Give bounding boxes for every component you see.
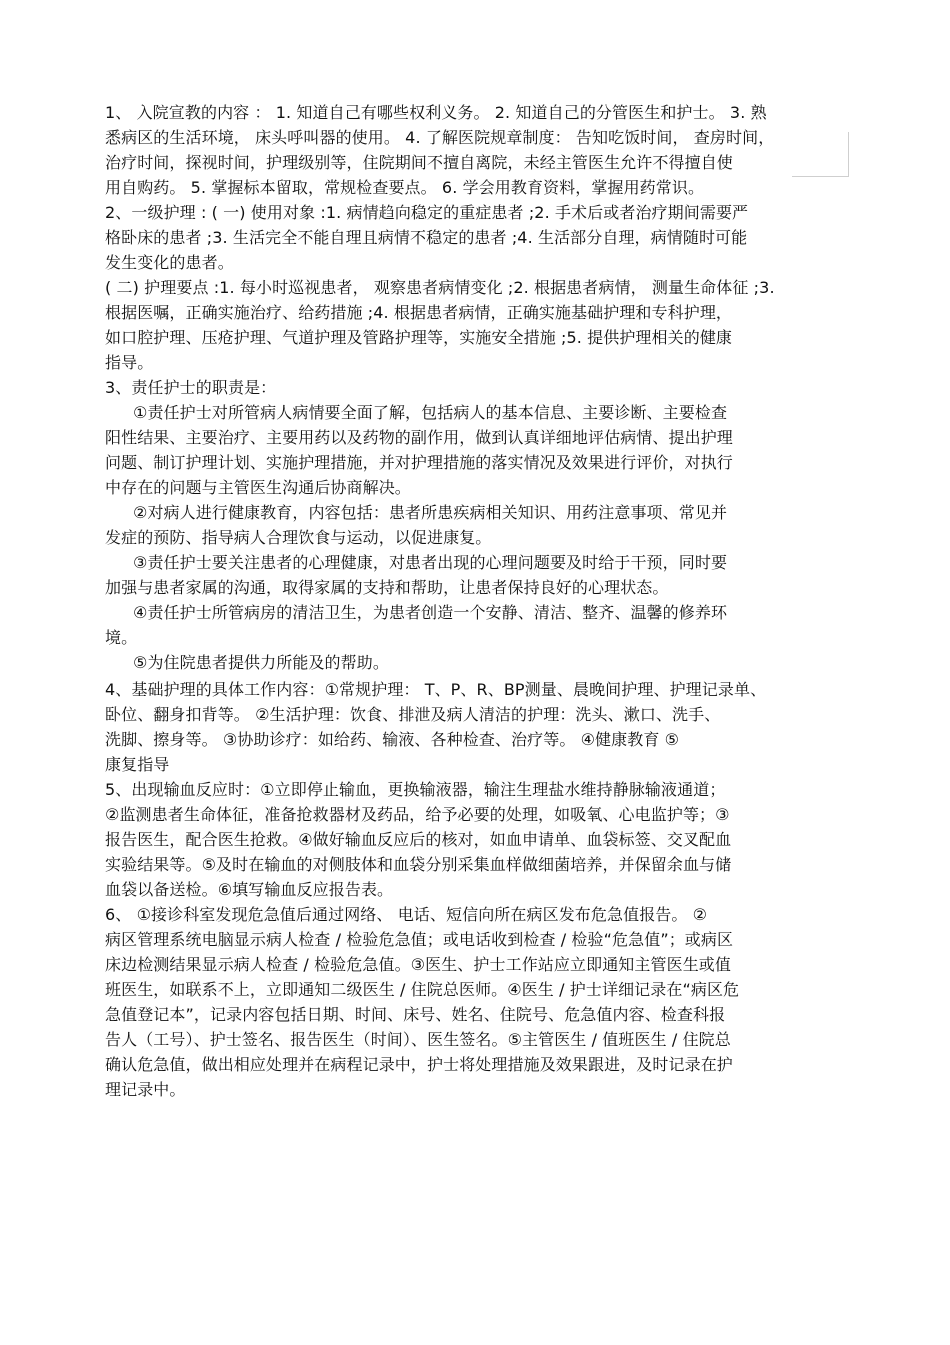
text-line: 发症的预防、指导病人合理饮食与运动，以促进康复。	[105, 528, 492, 547]
text-line: 问题、制订护理计划、实施护理措施，并对护理措施的落实情况及效果进行评价，对执行	[105, 453, 733, 472]
text-line: ②监测患者生命体征，准备抢救器材及药品，给予必要的处理，如吸氧、心电监护等；③	[105, 805, 730, 824]
text-line: ④责任护士所管病房的清洁卫生，为患者创造一个安静、清洁、整齐、温馨的修养环	[133, 603, 728, 622]
text-line: 病区管理系统电脑显示病人检查 / 检验危急值；或电话收到检查 / 检验“危急值”；或病区	[105, 930, 734, 949]
text-line: 格卧床的患者 ;3. 生活完全不能自理且病情不稳定的患者 ;4. 生活部分自理，病情随时可能	[105, 228, 748, 247]
text-line: 治疗时间，探视时间，护理级别等，住院期间不擅自离院，未经主管医生允许不得擅自使	[105, 153, 733, 172]
text-line: 5、出现输血反应时：①立即停止输血，更换输液器，输注生理盐水维持静脉输液通道；	[105, 780, 726, 799]
text-line: 阳性结果、主要治疗、主要用药以及药物的副作用，做到认真详细地评估病情、提出护理	[105, 428, 733, 447]
text-line: 卧位、翻身扣背等。 ②生活护理：饮食、排泄及病人清洁的护理：洗头、漱口、洗手、	[105, 705, 721, 724]
text-line: 指导。	[105, 353, 154, 372]
text-line: 境。	[105, 628, 138, 647]
text-line: 如口腔护理、压疮护理、气道护理及管路护理等，实施安全措施 ;5. 提供护理相关的健康	[105, 328, 733, 347]
text-line: 洗脚、擦身等。 ③协助诊疗：如给药、输液、各种检查、治疗等。 ④健康教育 ⑤	[105, 730, 680, 749]
text-line: 悉病区的生活环境， 床头呼叫器的使用。 4. 了解医院规章制度： 告知吃饭时间， 查房时间，	[105, 128, 775, 147]
text-line: 血袋以备送检。⑥填写输血反应报告表。	[105, 880, 394, 899]
text-line: 理记录中。	[105, 1080, 186, 1099]
text-line: 康复指导	[105, 755, 170, 774]
text-line: 加强与患者家属的沟通，取得家属的支持和帮助，让患者保持良好的心理状态。	[105, 578, 669, 597]
scan-corner-mark	[792, 132, 849, 177]
text-line: 中存在的问题与主管医生沟通后协商解决。	[105, 478, 411, 497]
text-line: 用自购药。 5. 掌握标本留取，常规检查要点。 6. 学会用教育资料，掌握用药常识。	[105, 178, 705, 197]
text-line: 确认危急值，做出相应处理并在病程记录中，护士将处理措施及效果跟进，及时记录在护	[105, 1055, 733, 1074]
text-line: ①责任护士对所管病人病情要全面了解，包括病人的基本信息、主要诊断、主要检查	[133, 403, 728, 422]
text-line: 6、 ①接诊科室发现危急值后通过网络、 电话、短信向所在病区发布危急值报告。 ②	[105, 905, 708, 924]
text-line: 根据医嘱，正确实施治疗、给药措施 ;4. 根据患者病情，正确实施基础护理和专科护理，	[105, 303, 733, 322]
text-line: 报告医生，配合医生抢救。④做好输血反应后的核对，如血申请单、血袋标签、交叉配血	[105, 830, 732, 849]
text-line: 班医生，如联系不上，立即通知二级医生 / 住院总医师。④医生 / 护士详细记录在“病区危	[105, 980, 740, 999]
text-line: 床边检测结果显示病人检查 / 检验危急值。③医生、护士工作站应立即通知主管医生或值	[105, 955, 732, 974]
text-line: ②对病人进行健康教育，内容包括：患者所患疾病相关知识、用药注意事项、常见并	[133, 503, 728, 522]
text-line: 告人（工号）、护士签名、报告医生（时间）、医生签名。⑤主管医生 / 值班医生 / 住院总	[105, 1030, 731, 1049]
text-line: 急值登记本”，记录内容包括日期、时间、床号、姓名、住院号、危急值内容、检查科报	[105, 1005, 726, 1024]
text-line: ⑤为住院患者提供力所能及的帮助。	[133, 653, 389, 672]
text-line: 发生变化的患者。	[105, 253, 234, 272]
text-line: ③责任护士要关注患者的心理健康，对患者出现的心理问题要及时给于干预，同时要	[133, 553, 728, 572]
text-line: ( 二) 护理要点 :1. 每小时巡视患者， 观察患者病情变化 ;2. 根据患者病情， 测量生命体征 ;3.	[105, 278, 775, 297]
text-line: 实验结果等。⑤及时在输血的对侧肢体和血袋分别采集血样做细菌培养，并保留余血与储	[105, 855, 732, 874]
section-heading: 3、责任护士的职责是：	[105, 378, 277, 397]
text-line: 4、基础护理的具体工作内容：①常规护理： T、P、R、BP测量、晨晚间护理、护理记录单、	[105, 680, 767, 699]
text-line: 1、 入院宣教的内容 ： 1. 知道自己有哪些权利义务。 2. 知道自己的分管医生和护士。 3. 熟	[105, 103, 767, 122]
text-line: 2、一级护理 : ( 一) 使用对象 :1. 病情趋向稳定的重症患者 ;2. 手术后或者治疗期间需要严	[105, 203, 749, 222]
